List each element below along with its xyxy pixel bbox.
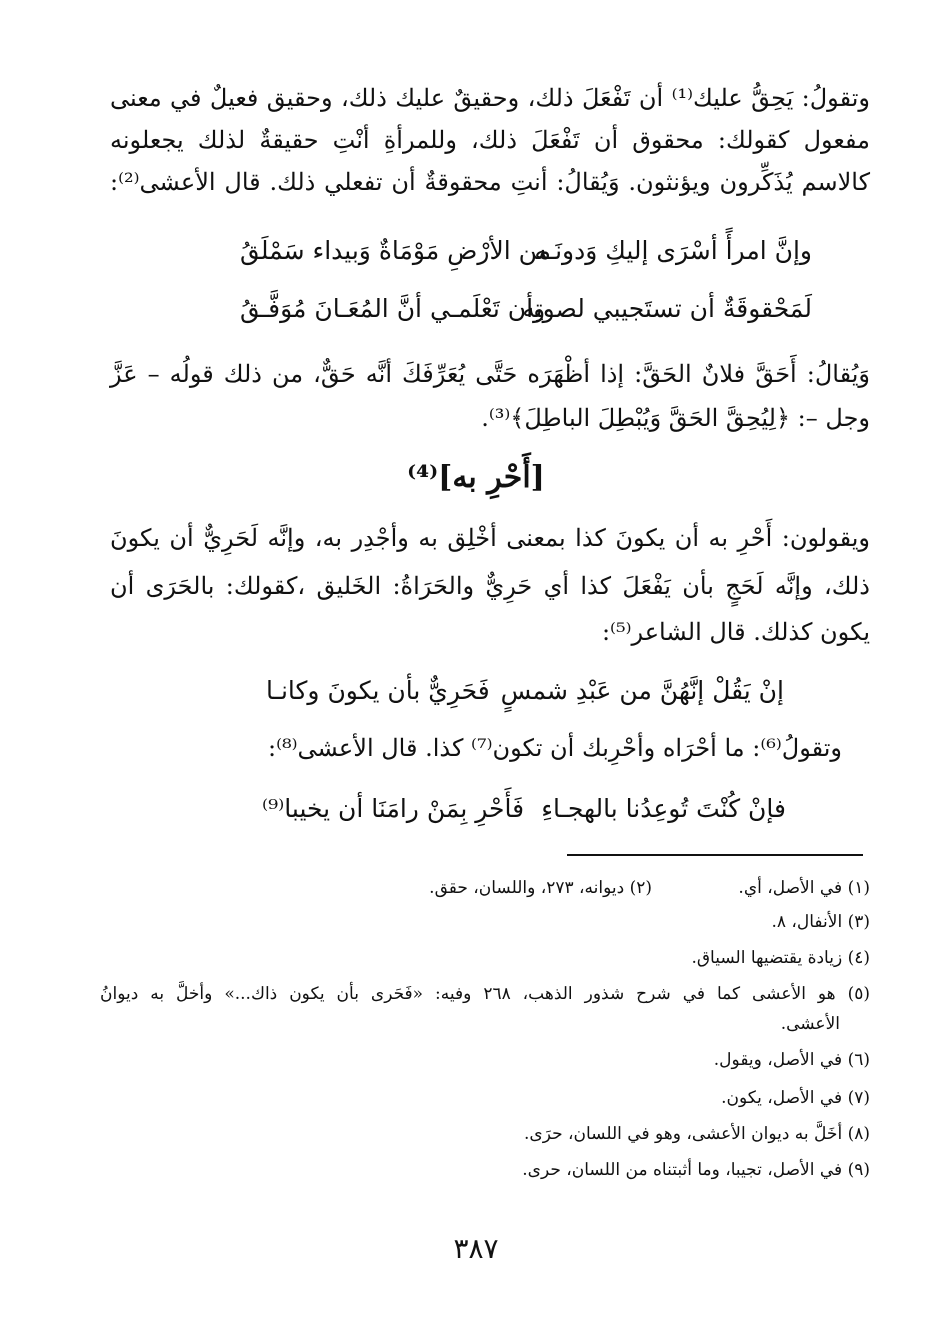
verse-4-hemistich-left: فَأَحْرِ بِمَنْ رامَنَا أن يخيبا⁽⁹⁾ [262,794,525,823]
footnote-6: (٦) في الأصل، ويقول. [713,1050,870,1070]
footnote-3: (٣) الأنفال، ٨. [771,912,870,932]
paragraph-2-line-2: وجل –: ﴿لِيُحِقَّ الحَقَّ وَيُبْطِلَ الباطِلَ﴾⁽³⁾. [481,404,870,432]
paragraph-2-line-1: وَيُقالُ: أَحَقَّ فلانٌ الحَقَّ: إذا أظْهَرَه حَتَّى يُعَرِّفَكَ أنَّه حَقٌّ، من ذلك قولُه – عَزَّ [110,360,870,388]
footnote-2: (٢) ديوانه، ٢٧٣، واللسان، حقق. [429,878,652,898]
footnote-5-line-2: الأعشى. [780,1014,840,1034]
footnote-5-line-1: (٥) هو الأعشى كما في شرح شذور الذهب، ٢٦٨ وفيه: «فَحَرى بأن يكون ذاك...» وأخلَّ به ديوانُ [100,984,870,1004]
paragraph-4: وتقولُ⁽⁶⁾: ما أحْرَاه وأحْرِبك أن تكون⁽⁷⁾ كذا. قال الأعشى⁽⁸⁾: [268,734,842,762]
paragraph-3-line-3: يكون كذلك. قال الشاعر⁽⁵⁾: [601,618,870,646]
paragraph-1-line-3: كالاسم يُذَكِّرون ويؤنثون. وَيُقالُ: أنتِ محقوقةٌ أن تفعلي ذلك. قال الأعشى⁽²⁾: [110,168,870,196]
paragraph-1-line-2: مفعول كقولك: محقوق أن تَفْعَلَ ذلك، وللمرأةِ أنْتِ حقيقةٌ لذلك يجعلونه [110,126,870,154]
footnote-9: (٩) في الأصل، تجيبا، وما أثبتناه من اللسان، حرى. [522,1160,870,1180]
verse-2-hemistich-left: وأن تَعْلَمـي أنَّ المُعَـانَ مُوَفَّـقُ [240,294,546,323]
footnote-separator [567,854,863,856]
footnote-4: (٤) زيادة يقتضيها السياق. [691,948,870,968]
paragraph-3-line-1: ويقولون: أَحْرِ به أن يكونَ كذا بمعنى أخْلِق به وأجْدِر به، وإنَّه لَحَرِيٌّ أن يكونَ [110,524,870,552]
footnote-8: (٨) أخَلَّ به ديوان الأعشى، وهو في اللسان، حرَى. [524,1124,870,1144]
footnote-1: (١) في الأصل، أي. [738,878,870,898]
verse-3-hemistich-left: فَحَرِيٌّ بأن يكونَ وكانـا [266,676,490,705]
verse-4-hemistich-right: فإنْ كُنْتَ تُوعِدُنا بالهجـاءِ [541,794,786,823]
footnote-7: (٧) في الأصل، يكون. [721,1088,870,1108]
verse-2-hemistich-right: لَمَحْقوقَةٌ أن تستَجيبي لصوتِه [522,294,812,323]
verse-1-hemistich-left: من الأرْضِ مَوْمَاةٌ وَبيداء سَمْلَقُ [240,236,552,265]
section-heading: [أَحْرِ به]⁽⁴⁾ [407,460,545,495]
paragraph-1-line-1: وتقولُ: يَحِقُّ عليك⁽¹⁾ أن تَفْعَلَ ذلك، وحقيقٌ عليك ذلك، وحقيق فعيلٌ في معنى [110,84,870,112]
verse-3-hemistich-right: إنْ يَقُلْ إنَّهُنَّ من عَبْدِ شمسٍ [500,676,784,705]
verse-1-hemistich-right: وإنَّ امرأً أسْرَى إليكِ وَدونَـه [534,236,812,265]
page-number: ٣٨٧ [453,1232,499,1265]
paragraph-3-line-2: ذلك، وإنَّه لَحَجٍ بأن يَفْعَلَ كذا أي حَرِيٌّ والحَرَاةُ: الخَليق ،كقولك: بالحَرَى أن [110,572,870,600]
